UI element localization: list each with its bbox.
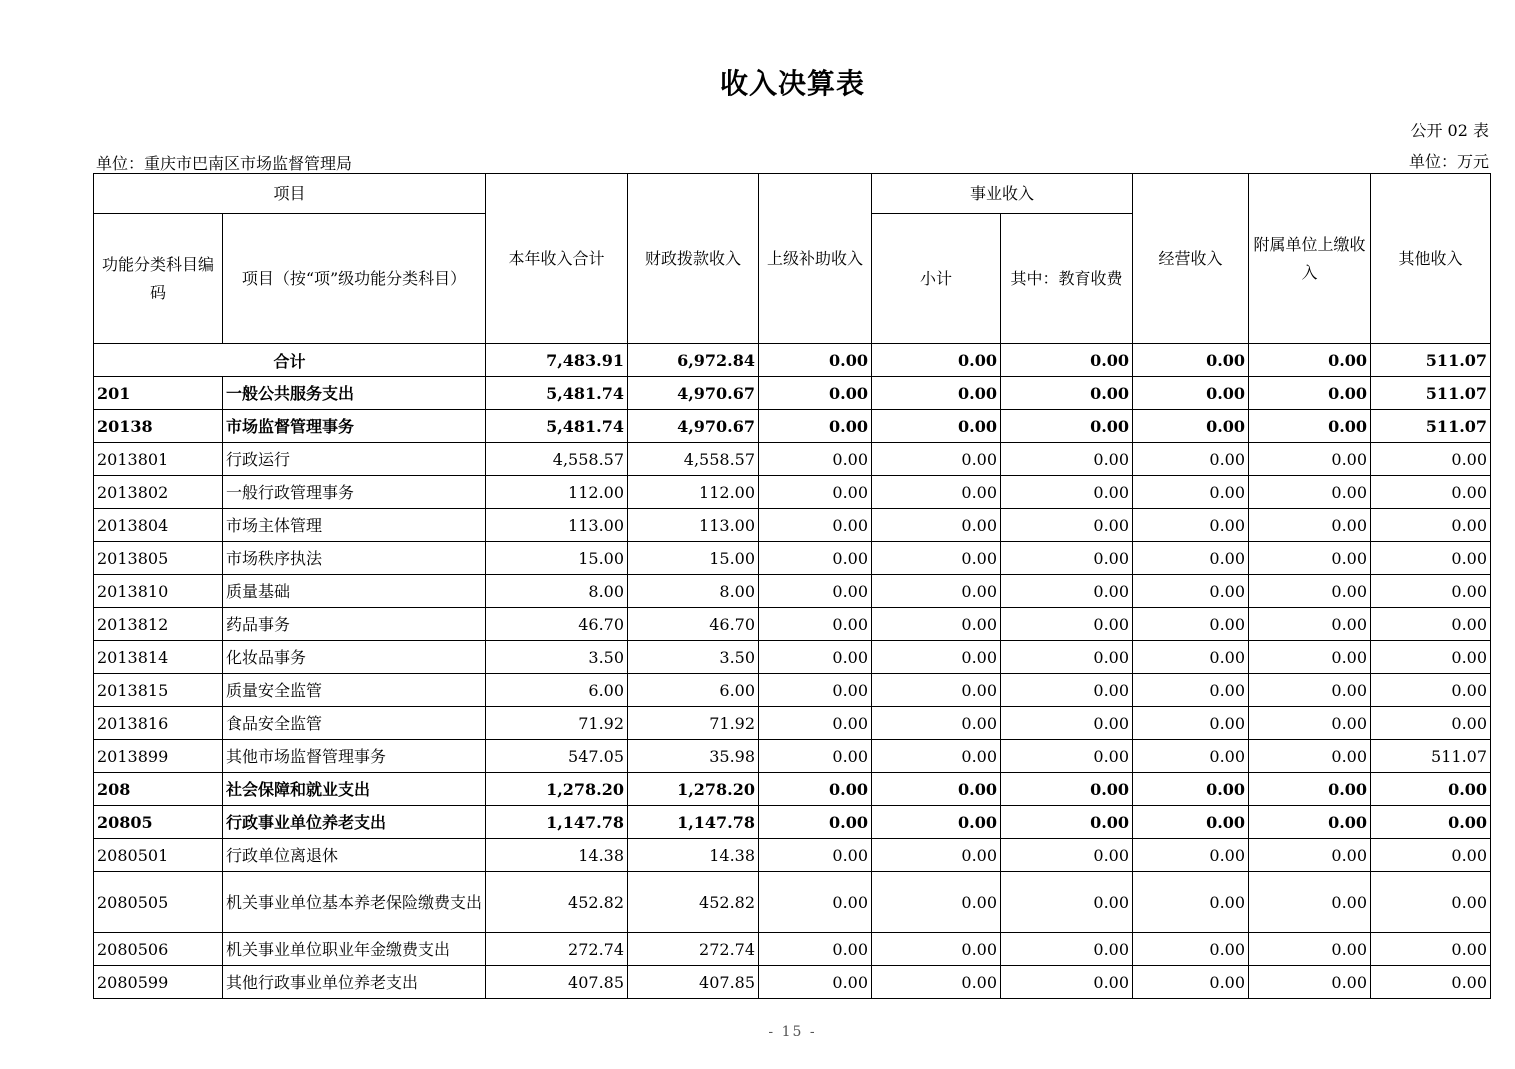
amount-cell: 0.00 [759, 542, 872, 575]
func-code-cell: 2013816 [94, 707, 223, 740]
amount-cell: 0.00 [759, 966, 872, 999]
amount-cell: 0.00 [872, 839, 1001, 872]
func-code-cell: 2013812 [94, 608, 223, 641]
amount-cell: 1,278.20 [628, 773, 759, 806]
func-code-cell: 2013804 [94, 509, 223, 542]
amount-cell: 46.70 [628, 608, 759, 641]
amount-cell: 0.00 [759, 476, 872, 509]
amount-cell: 0.00 [872, 806, 1001, 839]
amount-cell: 0.00 [759, 509, 872, 542]
item-name-cell: 机关事业单位基本养老保险缴费支出 [223, 872, 486, 933]
amount-cell: 0.00 [1133, 542, 1249, 575]
amount-cell: 0.00 [1001, 872, 1133, 933]
amount-cell: 0.00 [1001, 509, 1133, 542]
amount-cell: 0.00 [1249, 575, 1371, 608]
amount-cell: 511.07 [1371, 377, 1491, 410]
amount-cell: 0.00 [759, 806, 872, 839]
amount-cell: 0.00 [872, 575, 1001, 608]
amount-cell: 0.00 [759, 575, 872, 608]
amount-cell: 0.00 [1371, 575, 1491, 608]
amount-cell: 511.07 [1371, 410, 1491, 443]
amount-cell: 0.00 [759, 443, 872, 476]
report-title: 收入决算表 [719, 67, 865, 100]
amount-cell: 452.82 [486, 872, 628, 933]
amount-cell: 0.00 [1001, 740, 1133, 773]
amount-cell: 0.00 [1371, 674, 1491, 707]
amount-cell: 0.00 [759, 933, 872, 966]
amount-cell: 0.00 [1133, 410, 1249, 443]
amount-cell: 0.00 [1371, 509, 1491, 542]
header-fiscal: 财政拨款收入 [628, 174, 759, 344]
amount-cell: 0.00 [1371, 806, 1491, 839]
item-name-cell: 质量基础 [223, 575, 486, 608]
amount-cell: 0.00 [1133, 641, 1249, 674]
amount-cell: 112.00 [628, 476, 759, 509]
amount-cell: 0.00 [1133, 740, 1249, 773]
amount-cell: 8.00 [628, 575, 759, 608]
amount-cell: 15.00 [486, 542, 628, 575]
amount-cell: 0.00 [1001, 839, 1133, 872]
amount-cell: 0.00 [872, 542, 1001, 575]
amount-cell: 35.98 [628, 740, 759, 773]
total-value: 0.00 [872, 344, 1001, 377]
amount-cell: 0.00 [1001, 966, 1133, 999]
func-code-cell: 2013815 [94, 674, 223, 707]
amount-cell: 5,481.74 [486, 377, 628, 410]
amount-cell: 0.00 [759, 377, 872, 410]
amount-cell: 0.00 [759, 707, 872, 740]
amount-cell: 71.92 [486, 707, 628, 740]
amount-cell: 0.00 [1249, 377, 1371, 410]
amount-cell: 0.00 [1001, 608, 1133, 641]
amount-cell: 0.00 [1371, 443, 1491, 476]
amount-cell: 0.00 [1249, 707, 1371, 740]
amount-cell: 0.00 [1133, 377, 1249, 410]
table-row [94, 674, 1491, 707]
table-row [94, 377, 1491, 410]
reporting-unit: 单位：重庆市巴南区市场监督管理局 [96, 154, 353, 173]
header-edu-fee: 其中：教育收费 [1001, 214, 1133, 344]
table-row [94, 410, 1491, 443]
table-row [94, 707, 1491, 740]
func-code-cell: 2080505 [94, 872, 223, 933]
item-name-cell: 药品事务 [223, 608, 486, 641]
amount-cell: 0.00 [1371, 608, 1491, 641]
amount-cell: 0.00 [1133, 674, 1249, 707]
amount-cell: 0.00 [759, 773, 872, 806]
header-other: 其他收入 [1371, 174, 1491, 344]
amount-cell: 0.00 [1249, 773, 1371, 806]
amount-cell: 46.70 [486, 608, 628, 641]
item-name-cell: 机关事业单位职业年金缴费支出 [223, 933, 486, 966]
table-row [94, 740, 1491, 773]
amount-cell: 4,970.67 [628, 410, 759, 443]
amount-cell: 0.00 [1371, 933, 1491, 966]
total-row [94, 344, 1491, 377]
amount-cell: 5,481.74 [486, 410, 628, 443]
amount-cell: 0.00 [1371, 542, 1491, 575]
amount-cell: 0.00 [872, 740, 1001, 773]
amount-cell: 0.00 [872, 966, 1001, 999]
header-item-name: 项目（按“项”级功能分类科目） [223, 214, 486, 344]
amount-cell: 112.00 [486, 476, 628, 509]
func-code-cell: 2013801 [94, 443, 223, 476]
func-code-cell: 2080501 [94, 839, 223, 872]
amount-cell: 0.00 [1001, 933, 1133, 966]
amount-cell: 0.00 [759, 641, 872, 674]
header-superior: 上级补助收入 [759, 174, 872, 344]
amount-cell: 113.00 [486, 509, 628, 542]
func-code-cell: 2013802 [94, 476, 223, 509]
amount-cell: 15.00 [628, 542, 759, 575]
amount-cell: 1,147.78 [628, 806, 759, 839]
page-number: - 15 - [768, 1024, 817, 1040]
amount-cell: 0.00 [759, 608, 872, 641]
amount-cell: 547.05 [486, 740, 628, 773]
amount-cell: 3.50 [486, 641, 628, 674]
amount-cell: 0.00 [1371, 476, 1491, 509]
header-business: 事业收入 [872, 174, 1133, 214]
amount-cell: 0.00 [872, 410, 1001, 443]
amount-cell: 0.00 [872, 509, 1001, 542]
amount-cell: 0.00 [759, 674, 872, 707]
table-row [94, 773, 1491, 806]
table-row [94, 641, 1491, 674]
amount-cell: 0.00 [1001, 542, 1133, 575]
header-func-code: 功能分类科目编码 [94, 214, 223, 344]
amount-cell: 0.00 [1249, 476, 1371, 509]
item-name-cell: 市场秩序执法 [223, 542, 486, 575]
total-value: 0.00 [1001, 344, 1133, 377]
amount-cell: 0.00 [872, 608, 1001, 641]
amount-cell: 0.00 [872, 377, 1001, 410]
currency-unit: 单位：万元 [1408, 152, 1489, 171]
amount-cell: 4,970.67 [628, 377, 759, 410]
header-affiliated: 附属单位上缴收入 [1249, 174, 1371, 344]
item-name-cell: 食品安全监管 [223, 707, 486, 740]
amount-cell: 0.00 [872, 641, 1001, 674]
amount-cell: 452.82 [628, 872, 759, 933]
amount-cell: 8.00 [486, 575, 628, 608]
func-code-cell: 2080506 [94, 933, 223, 966]
amount-cell: 4,558.57 [486, 443, 628, 476]
amount-cell: 113.00 [628, 509, 759, 542]
item-name-cell: 一般行政管理事务 [223, 476, 486, 509]
amount-cell: 0.00 [1249, 608, 1371, 641]
table-row [94, 872, 1491, 933]
amount-cell: 6.00 [486, 674, 628, 707]
item-name-cell: 化妆品事务 [223, 641, 486, 674]
form-number: 公开 02 表 [1410, 121, 1489, 140]
table-row [94, 476, 1491, 509]
total-value: 0.00 [1249, 344, 1371, 377]
amount-cell: 71.92 [628, 707, 759, 740]
amount-cell: 0.00 [1001, 443, 1133, 476]
item-name-cell: 其他市场监督管理事务 [223, 740, 486, 773]
amount-cell: 407.85 [628, 966, 759, 999]
amount-cell: 0.00 [1249, 806, 1371, 839]
amount-cell: 0.00 [1249, 933, 1371, 966]
table-row [94, 443, 1491, 476]
func-code-cell: 20138 [94, 410, 223, 443]
amount-cell: 272.74 [486, 933, 628, 966]
amount-cell: 272.74 [628, 933, 759, 966]
amount-cell: 511.07 [1371, 740, 1491, 773]
amount-cell: 0.00 [1249, 966, 1371, 999]
total-value: 511.07 [1371, 344, 1491, 377]
amount-cell: 0.00 [1001, 773, 1133, 806]
amount-cell: 0.00 [872, 872, 1001, 933]
item-name-cell: 市场主体管理 [223, 509, 486, 542]
table-row [94, 806, 1491, 839]
amount-cell: 0.00 [1249, 740, 1371, 773]
amount-cell: 0.00 [1133, 443, 1249, 476]
item-name-cell: 行政单位离退休 [223, 839, 486, 872]
amount-cell: 0.00 [1133, 608, 1249, 641]
income-table [93, 173, 1491, 999]
amount-cell: 0.00 [1371, 872, 1491, 933]
amount-cell: 0.00 [1371, 641, 1491, 674]
func-code-cell: 2013810 [94, 575, 223, 608]
amount-cell: 0.00 [759, 740, 872, 773]
table-row [94, 575, 1491, 608]
amount-cell: 0.00 [1001, 641, 1133, 674]
amount-cell: 0.00 [1001, 806, 1133, 839]
amount-cell: 0.00 [872, 476, 1001, 509]
amount-cell: 0.00 [1133, 509, 1249, 542]
amount-cell: 0.00 [1133, 575, 1249, 608]
header-operating: 经营收入 [1133, 174, 1249, 344]
total-value: 0.00 [759, 344, 872, 377]
amount-cell: 0.00 [1249, 410, 1371, 443]
table-row [94, 839, 1491, 872]
header-subtotal: 小计 [872, 214, 1001, 344]
amount-cell: 0.00 [1249, 542, 1371, 575]
amount-cell: 0.00 [872, 933, 1001, 966]
amount-cell: 0.00 [1371, 773, 1491, 806]
amount-cell: 0.00 [872, 773, 1001, 806]
table-header [94, 174, 1491, 344]
amount-cell: 0.00 [1371, 707, 1491, 740]
total-value: 6,972.84 [628, 344, 759, 377]
table-row [94, 542, 1491, 575]
item-name-cell: 一般公共服务支出 [223, 377, 486, 410]
amount-cell: 407.85 [486, 966, 628, 999]
header-project: 项目 [94, 174, 486, 214]
amount-cell: 0.00 [1249, 839, 1371, 872]
amount-cell: 6.00 [628, 674, 759, 707]
amount-cell: 0.00 [1001, 674, 1133, 707]
amount-cell: 1,278.20 [486, 773, 628, 806]
amount-cell: 0.00 [1249, 872, 1371, 933]
total-value: 0.00 [1133, 344, 1249, 377]
amount-cell: 0.00 [759, 872, 872, 933]
table-row [94, 966, 1491, 999]
amount-cell: 0.00 [1133, 707, 1249, 740]
item-name-cell: 质量安全监管 [223, 674, 486, 707]
amount-cell: 0.00 [1371, 966, 1491, 999]
amount-cell: 0.00 [872, 674, 1001, 707]
table-row [94, 933, 1491, 966]
func-code-cell: 2013899 [94, 740, 223, 773]
amount-cell: 0.00 [1249, 509, 1371, 542]
header-total-income: 本年收入合计 [486, 174, 628, 344]
amount-cell: 0.00 [1001, 410, 1133, 443]
func-code-cell: 201 [94, 377, 223, 410]
amount-cell: 0.00 [1133, 933, 1249, 966]
amount-cell: 0.00 [759, 839, 872, 872]
func-code-cell: 20805 [94, 806, 223, 839]
amount-cell: 3.50 [628, 641, 759, 674]
amount-cell: 0.00 [1249, 443, 1371, 476]
amount-cell: 0.00 [1249, 674, 1371, 707]
total-label: 合计 [94, 344, 486, 377]
table-row [94, 608, 1491, 641]
amount-cell: 4,558.57 [628, 443, 759, 476]
amount-cell: 1,147.78 [486, 806, 628, 839]
amount-cell: 0.00 [1133, 476, 1249, 509]
func-code-cell: 2013805 [94, 542, 223, 575]
amount-cell: 14.38 [628, 839, 759, 872]
amount-cell: 0.00 [1133, 872, 1249, 933]
amount-cell: 0.00 [1133, 773, 1249, 806]
item-name-cell: 社会保障和就业支出 [223, 773, 486, 806]
amount-cell: 0.00 [1001, 575, 1133, 608]
item-name-cell: 行政运行 [223, 443, 486, 476]
amount-cell: 0.00 [1133, 806, 1249, 839]
item-name-cell: 市场监督管理事务 [223, 410, 486, 443]
amount-cell: 0.00 [1001, 707, 1133, 740]
table-row [94, 509, 1491, 542]
func-code-cell: 2080599 [94, 966, 223, 999]
func-code-cell: 2013814 [94, 641, 223, 674]
total-value: 7,483.91 [486, 344, 628, 377]
func-code-cell: 208 [94, 773, 223, 806]
amount-cell: 0.00 [1371, 839, 1491, 872]
item-name-cell: 其他行政事业单位养老支出 [223, 966, 486, 999]
amount-cell: 0.00 [1001, 476, 1133, 509]
item-name-cell: 行政事业单位养老支出 [223, 806, 486, 839]
amount-cell: 0.00 [1133, 966, 1249, 999]
amount-cell: 14.38 [486, 839, 628, 872]
amount-cell: 0.00 [872, 443, 1001, 476]
table-body [94, 344, 1491, 999]
amount-cell: 0.00 [1001, 377, 1133, 410]
amount-cell: 0.00 [872, 707, 1001, 740]
amount-cell: 0.00 [759, 410, 872, 443]
amount-cell: 0.00 [1133, 839, 1249, 872]
amount-cell: 0.00 [1249, 641, 1371, 674]
